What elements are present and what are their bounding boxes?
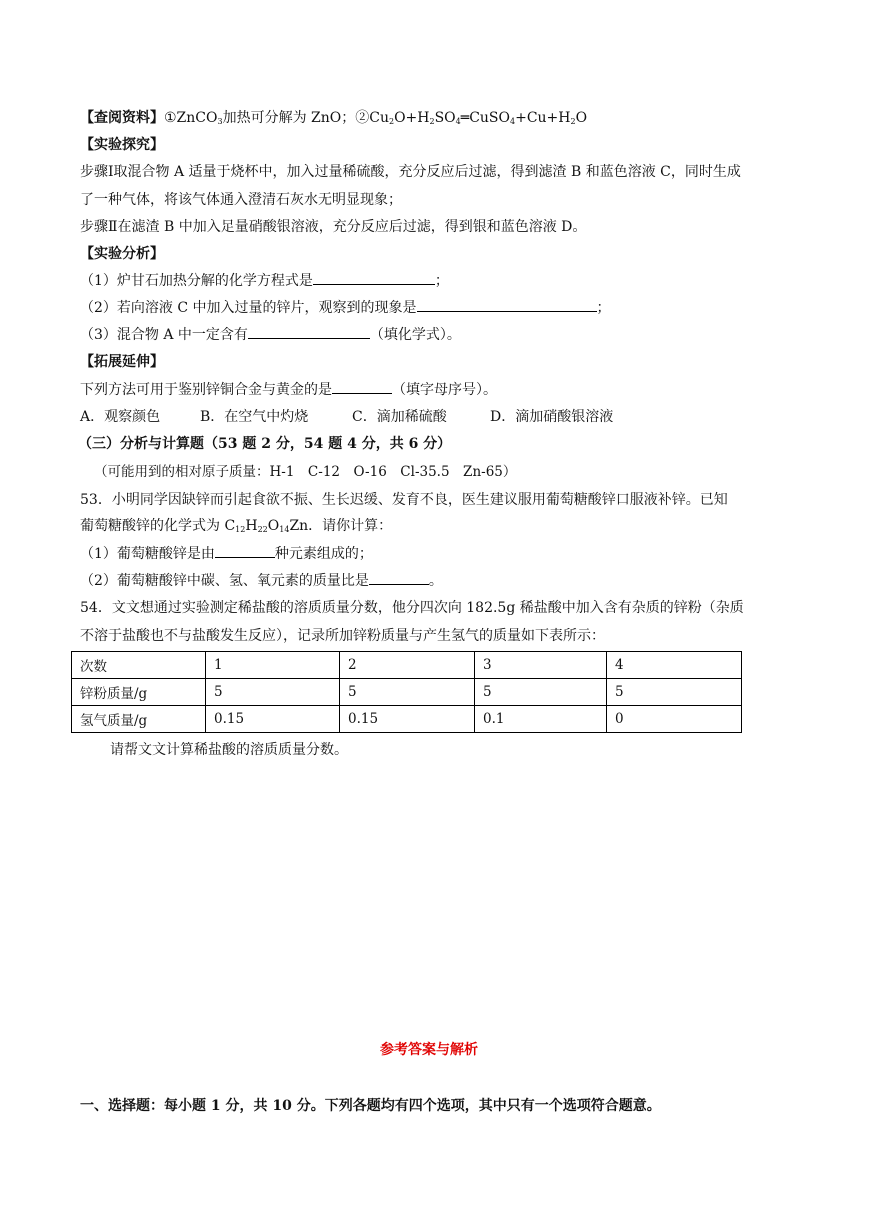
- table-cell: 次数: [72, 652, 206, 679]
- option-c: C．滴加稀硫酸: [352, 409, 447, 425]
- section3-title: （三）分析与计算题（53 题 2 分，54 题 4 分，共 6 分）: [78, 436, 452, 452]
- answer-blank[interactable]: [248, 324, 370, 339]
- q53-line2: 葡萄糖酸锌的化学式为 $C_{12}H_{22}O_{14}Zn$．请你计算：: [80, 518, 393, 534]
- answer-blank[interactable]: [417, 297, 597, 312]
- table-row: [72, 679, 742, 706]
- analysis-label: 【实验分析】: [80, 246, 164, 262]
- table-row: [72, 652, 742, 679]
- table-cell: 4: [607, 652, 742, 679]
- answer-blank[interactable]: [215, 543, 275, 558]
- table-cell: 5: [475, 679, 607, 706]
- answer-blank[interactable]: [313, 270, 435, 285]
- table-cell: 1: [206, 652, 340, 679]
- extend-label: 【拓展延伸】: [80, 354, 164, 370]
- step2-text: 步骤Ⅱ在滤渣 B 中加入足量硝酸银溶液，充分反应后过滤，得到银和蓝色溶液 D。: [80, 219, 587, 235]
- table-cell: 锌粉质量/g: [72, 679, 206, 706]
- question-2: （2）若向溶液 C 中加入过量的锌片，观察到的现象是 ；: [80, 297, 611, 318]
- question-1: （1）炉甘石加热分解的化学方程式是 ；: [80, 270, 449, 291]
- data-table: [71, 651, 742, 733]
- table-cell: 0.1: [475, 706, 607, 733]
- table-cell: 3: [475, 652, 607, 679]
- answer-title: 参考答案与解析: [380, 1042, 478, 1058]
- q54-line2: 不溶于盐酸也不与盐酸发生反应），记录所加锌粉质量与产生氢气的质量如下表所示：: [80, 628, 605, 644]
- option-a: A．观察颜色: [80, 409, 161, 425]
- atomic-masses: （可能用到的相对原子质量：H-1 C-12 O-16 Cl-35.5 Zn-65）: [94, 464, 517, 480]
- table-row: [72, 706, 742, 733]
- table-cell: 氢气质量/g: [72, 706, 206, 733]
- answer-blank[interactable]: [369, 570, 429, 585]
- extend-question: 下列方法可用于鉴别锌铜合金与黄金的是 （填字母序号）。: [80, 379, 497, 400]
- table-cell: 5: [607, 679, 742, 706]
- option-d: D．滴加硝酸银溶液: [490, 409, 614, 425]
- q53-part1: （1）葡萄糖酸锌是由 种元素组成的；: [80, 543, 373, 564]
- options-row: [80, 407, 613, 427]
- part1-heading: 一、选择题：每小题 1 分，共 10 分。下列各题均有四个选项，其中只有一个选项符合题意。: [80, 1098, 661, 1114]
- table-cell: 0.15: [206, 706, 340, 733]
- answer-blank[interactable]: [332, 379, 392, 394]
- table-cell: 2: [340, 652, 475, 679]
- table-cell: 0.15: [340, 706, 475, 733]
- ref-materials-label: 【查阅资料】: [80, 110, 164, 126]
- q54-ask: 请帮文文计算稀盐酸的溶质质量分数。: [110, 742, 348, 758]
- step1-line2: 了一种气体，将该气体通入澄清石灰水无明显现象；: [80, 192, 402, 208]
- q54-line1: 54．文文想通过实验测定稀盐酸的溶质质量分数，他分四次向 182.5g 稀盐酸中加入含有杂质的锌粉（杂质: [80, 600, 744, 616]
- table-cell: 5: [206, 679, 340, 706]
- option-b: B．在空气中灼烧: [200, 409, 309, 425]
- ref-materials-line: 【查阅资料】①ZnCO$_3$加热可分解为 ZnO；$②Cu_2O+H_2SO_4═CuSO_4+Cu+H_2O$: [80, 110, 588, 126]
- step1-line1: 步骤Ⅰ取混合物 A 适量于烧杯中，加入过量稀硫酸，充分反应后过滤，得到滤渣 B 和蓝色溶液 C，同时生成: [80, 164, 741, 180]
- table-cell: 0: [607, 706, 742, 733]
- question-3: （3）混合物 A 中一定含有 （填化学式）。: [80, 324, 461, 345]
- explore-label: 【实验探究】: [80, 137, 164, 153]
- q53-line1: 53．小明同学因缺锌而引起食欲不振、生长迟缓、发育不良，医生建议服用葡萄糖酸锌口服液补锌。已知: [80, 492, 728, 508]
- table-cell: 5: [340, 679, 475, 706]
- q53-part2: （2）葡萄糖酸锌中碳、氢、氧元素的质量比是 。: [80, 570, 443, 591]
